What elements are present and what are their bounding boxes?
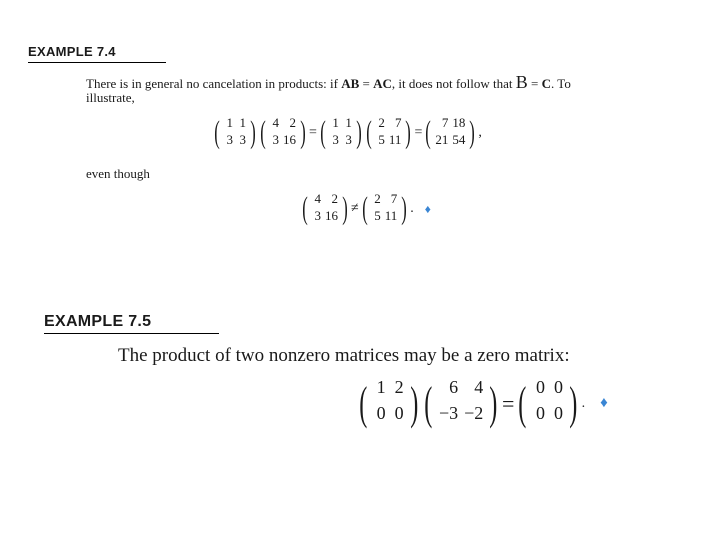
matrix-cell: 1 [332,115,339,130]
matrix: ( 0 0 0 0 ) [518,377,578,430]
matrix-cell: 3 [239,132,246,147]
matrix-cell: 54 [452,132,466,147]
matrix-cell: 7 [394,115,402,130]
matrix-cell: 0 [536,377,546,397]
matrix-cell: 3 [314,208,321,223]
example-7-5-equation [356,378,609,429]
matrix-cell: 2 [374,191,381,206]
matrix-cell: 2 [289,115,296,130]
matrix: ( 1 2 0 0 ) [359,377,419,430]
matrix-cell: 7 [390,191,398,206]
example-7-4-line2: illustrate, [86,90,135,105]
matrix: ( 2 7 5 11 ) [361,191,407,226]
line1-big-b: B [515,72,528,92]
matrix-cell: 4 [314,191,321,206]
example-7-5-rule [44,333,219,334]
matrix-cell: 7 [441,115,449,130]
example-7-4-heading: EXAMPLE 7.4 [28,44,116,59]
matrix-cell: 5 [378,132,385,147]
matrix-cell: 1 [239,115,246,130]
example-7-5-sentence: The product of two nonzero matrices may be a zero matrix: [118,345,570,366]
matrix-cell: 6 [449,377,459,397]
matrix-cell: 0 [394,402,404,423]
example-7-4-inequality [300,192,432,226]
matrix: ( 7 18 21 54 ) [425,115,476,150]
matrix: ( 2 7 5 11 ) [366,115,412,150]
equals-sign: = [309,125,317,140]
line1-ab: AB [341,76,360,91]
matrix-cell: 1 [345,115,352,130]
matrix: ( 4 2 3 16 ) [302,191,348,226]
matrix: ( 1 1 3 3 ) [320,115,362,150]
matrix-cell: −3 [438,402,459,423]
matrix-cell: 0 [376,402,386,423]
equals-sign: = [501,390,515,416]
matrix-cell: 18 [452,115,466,130]
line1-c: C [541,76,552,91]
matrix-cell: 16 [283,132,296,147]
example-7-4-line1 [86,72,571,93]
matrix: ( 6 4 −3 −2 ) [424,377,498,430]
matrix-cell: 0 [554,377,564,397]
example-7-5-heading: EXAMPLE 7.5 [44,313,152,330]
trailing-comma: , [478,125,482,140]
equals-sign: = [414,125,423,140]
example-7-4-rule [28,62,166,63]
line1-post: . To [551,76,571,91]
matrix-cell: 11 [388,132,402,147]
matrix-cell: 4 [272,115,279,130]
matrix-cell: 4 [474,377,484,397]
matrix-cell: 16 [325,208,338,223]
not-equal-sign: ≠ [351,201,359,216]
matrix: ( 1 1 3 3 ) [214,115,256,150]
matrix-cell: 2 [394,377,404,397]
matrix-cell: 1 [376,377,386,397]
example-7-4-equation [212,116,483,150]
matrix: ( 4 2 3 16 ) [260,115,306,150]
trailing-period: . [581,395,586,411]
matrix-cell: 0 [554,402,564,423]
even-though-text: even though [86,166,150,181]
line1-mid: , it does not follow that [391,76,516,91]
matrix-cell: 5 [374,208,381,223]
matrix-cell: 2 [331,191,338,206]
matrix-cell: 3 [272,132,279,147]
matrix-cell: 3 [226,132,233,147]
line1-pre: There is in general no cancelation in products: if [86,76,342,91]
trailing-period: . [410,201,414,216]
matrix-cell: 11 [384,208,398,223]
matrix-cell: −2 [464,402,484,423]
end-of-example-diamond-icon: ♦ [600,395,608,411]
matrix-cell: 3 [332,132,339,147]
matrix-cell: 2 [378,115,385,130]
matrix-cell: 21 [435,132,449,147]
line1-eq2: = [527,76,542,91]
end-of-example-diamond-icon: ♦ [424,201,431,216]
line1-ac: AC [373,76,392,91]
matrix-cell: 3 [345,132,352,147]
matrix-cell: 1 [226,115,233,130]
line1-eq1: = [359,76,374,91]
matrix-cell: 0 [536,402,546,423]
